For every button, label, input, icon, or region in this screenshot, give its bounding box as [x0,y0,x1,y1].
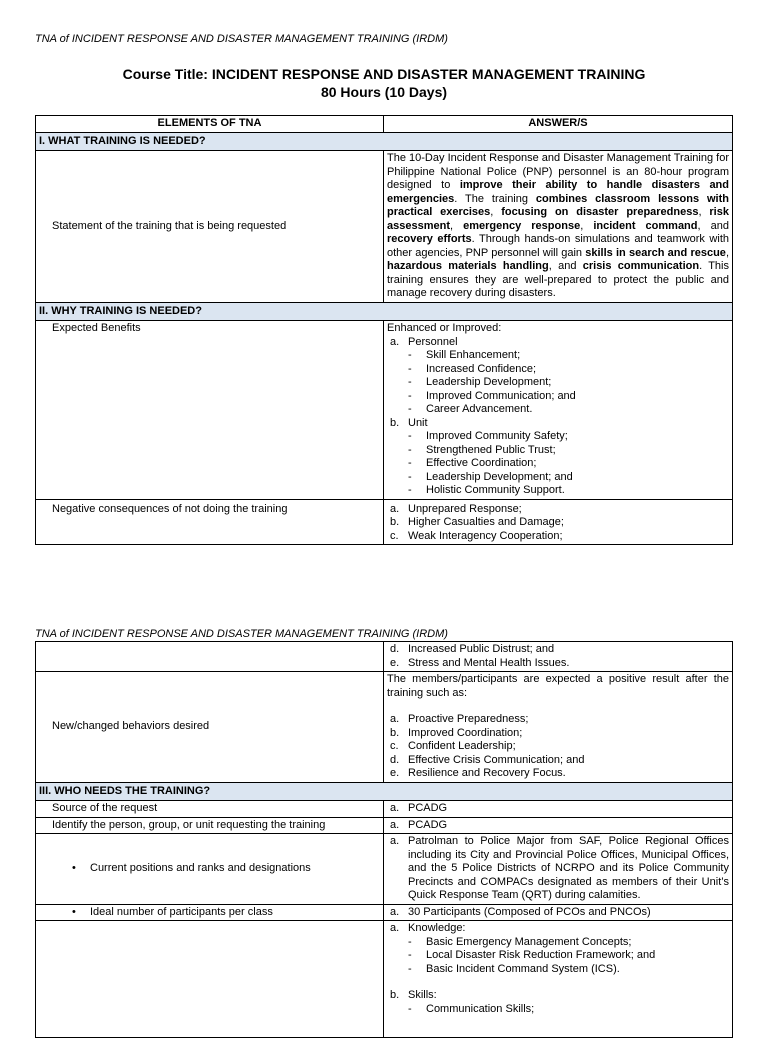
statement-label: Statement of the training that is being requested [36,151,384,303]
column-header-elements: ELEMENTS OF TNA [36,116,384,133]
list-item: Improved Coordination; [408,726,523,739]
list-item: Proactive Preparedness; [408,713,529,725]
column-header-answers: ANSWER/S [384,116,733,133]
competencies-label [36,921,384,1038]
behaviors-answer: The members/participants are expected a positive result after the training such as: a. Proactive Preparedness; b. Improved Coordination; c. Confident Leadership; d. Effective Crisis Communication; and e. Resilience and Recovery Focus. [384,672,733,783]
list-item: Stress and Mental Health Issues. [408,656,570,669]
course-title: Course Title: INCIDENT RESPONSE AND DISASTER MANAGEMENT TRAINING [122,66,646,82]
behaviors-label: New/changed behaviors desired [36,672,384,783]
list-item: Improved Community Safety; [426,430,568,442]
tna-table-page1 [35,115,733,545]
negative-answer: a. Unprepared Response; b. Higher Casualties and Damage; c. Weak Interagency Cooperation; [384,499,733,545]
list-item: Leadership Development; and [426,470,573,483]
page-header: TNA of INCIDENT RESPONSE AND DISASTER MANAGEMENT TRAINING (IRDM) [35,628,448,640]
identify-label: Identify the person, group, or unit requesting the training [36,817,384,834]
course-duration: 80 Hours (10 Days) [320,84,448,100]
benefits-answer: Enhanced or Improved: a. Personnel - Skill Enhancement; - Increased Confidence; - Leadership Development; - Improved Communication; and - Career Advancement. b. Unit - Improved Community Safety; - Strengthened Public Trust; - Effective Coordination; - Leadership Development; and - Holistic Community Support. [384,321,733,500]
benefits-label: Expected Benefits [36,321,384,500]
list-item: Basic Incident Command System (ICS). [426,962,620,975]
negative-label: Negative consequences of not doing the training [36,499,384,545]
list-item: Unprepared Response; [408,502,522,515]
statement-answer: The 10-Day Incident Response and Disaster Management Training for Philippine National Police (PNP) personnel is an 80-hour program designed to improve their ability to handle disasters and emergencies. The training combines classroom lessons with practical exercises, focusing on disaster preparedness, risk assessment, emergency response, incident command, and recovery efforts. Through hands-on simulations and teamwork with other agencies, PNP personnel will gain skills in search and rescue, hazardous materials handling, and crisis communication. This training ensures they are well-prepared to protect the public and manage recovery during disasters. [384,151,733,303]
list-item: Local Disaster Risk Reduction Framework; and [426,949,656,961]
behaviors-intro: The members/participants are expected a positive result after the training such as: [387,673,729,699]
source-label: Source of the request [36,801,384,818]
list-item: Career Advancement. [426,403,533,415]
list-item: Increased Confidence; [426,362,537,375]
list-item: Weak Interagency Cooperation; [408,529,563,542]
benefits-intro: Enhanced or Improved: [387,322,502,334]
section-heading-why: II. WHY TRAINING IS NEEDED? [36,302,733,321]
list-item: Increased Public Distrust; and [408,643,555,655]
list-item: Effective Crisis Communication; and [408,753,585,766]
page-header: TNA of INCIDENT RESPONSE AND DISASTER MANAGEMENT TRAINING (IRDM) [35,33,448,45]
positions-label: • Current positions and ranks and designations [36,834,384,905]
personnel-label: Personnel [408,335,458,348]
section-heading-what: I. WHAT TRAINING IS NEEDED? [36,132,733,151]
list-item: Higher Casualties and Damage; [408,516,564,528]
competencies-answer: a. Knowledge: - Basic Emergency Management Concepts; - Local Disaster Risk Reduction Framework; and - Basic Incident Command System (ICS). b. Skills: - Communication Skills; [384,921,733,1038]
positions-answer: a. Patrolman to Police Major from SAF, Police Regional Offices including its City and Provincial Police Offices, Municipal Offices, and the 5 Police Districts of NCRPO and its Police Community Precincts and COMPACs designated as members of their Unit’s Quick Response Team (QRT) during calamities. [384,834,733,905]
list-item: Communication Skills; [426,1002,535,1015]
negative-answer-cont: d. Increased Public Distrust; and e. Stress and Mental Health Issues. [384,642,733,672]
list-item: Skill Enhancement; [426,349,521,361]
list-item: Strengthened Public Trust; [426,443,556,456]
list-item: Effective Coordination; [426,457,537,469]
list-item: Confident Leadership; [408,740,516,752]
participants-label: • Ideal number of participants per class [36,904,384,921]
unit-label: Unit [408,416,428,429]
list-item: Basic Emergency Management Concepts; [426,935,632,948]
identify-answer: a. PCADG [384,817,733,834]
negative-label-cont [36,642,384,672]
section-heading-who: III. WHO NEEDS THE TRAINING? [36,782,733,801]
tna-table-page2 [35,641,733,1038]
participants-answer: a. 30 Participants (Composed of PCOs and PNCOs) [384,904,733,921]
list-item: Improved Communication; and [426,389,576,402]
skills-label: Skills: [408,989,437,1001]
source-answer: a. PCADG [384,801,733,818]
list-item: Holistic Community Support. [426,484,565,496]
knowledge-label: Knowledge: [408,922,466,934]
list-item: Leadership Development; [426,376,552,388]
list-item: Resilience and Recovery Focus. [408,767,566,779]
